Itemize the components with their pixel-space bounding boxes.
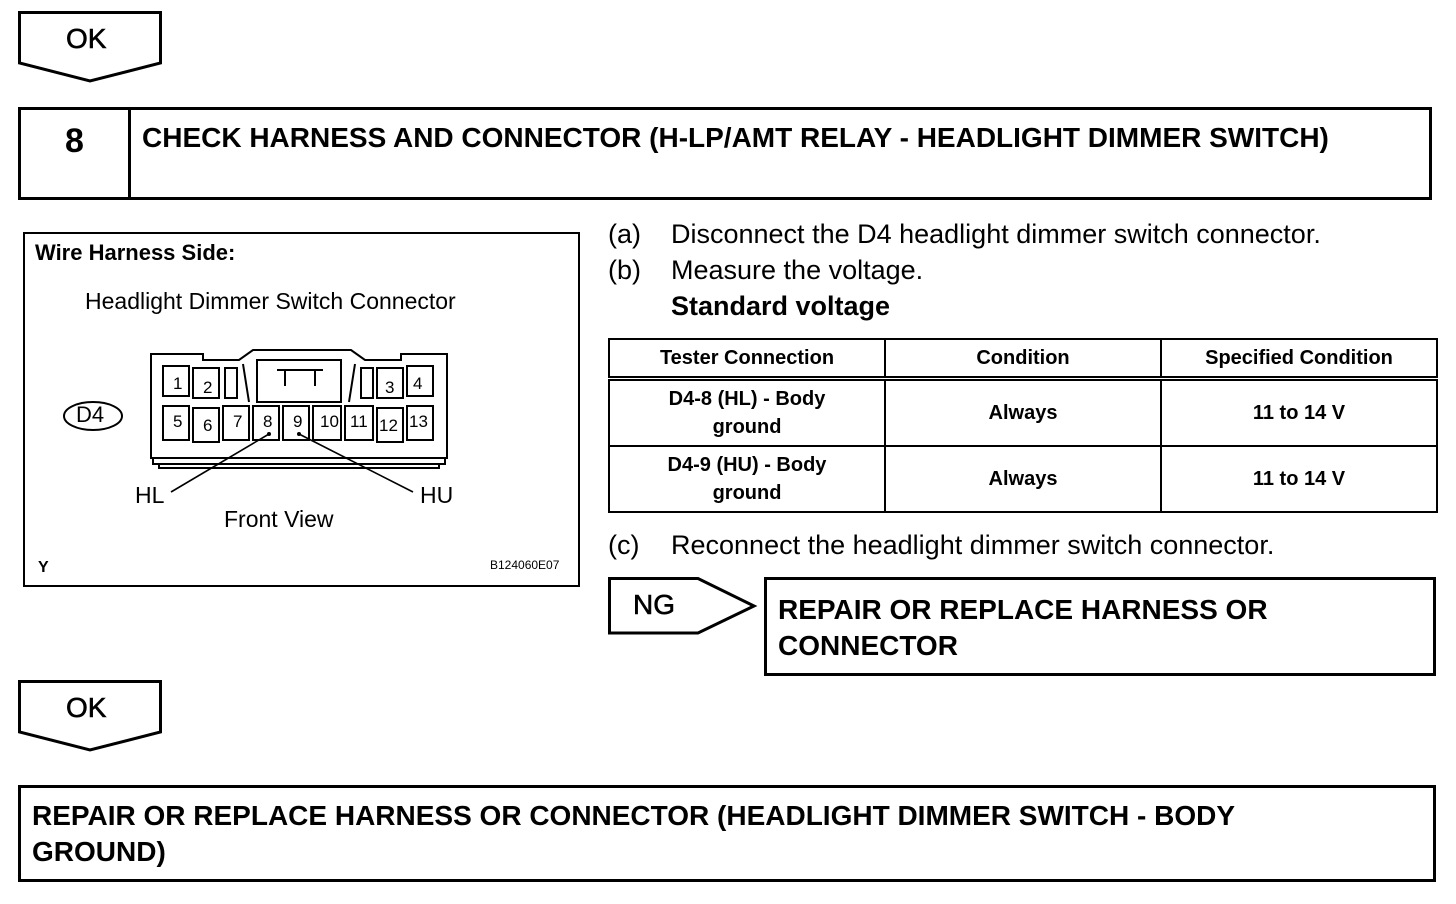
corner-mark: Y xyxy=(38,559,49,576)
condition-cell: Always xyxy=(885,446,1161,512)
wire-harness-side-label: Wire Harness Side: xyxy=(35,240,236,265)
ng-label: NG xyxy=(633,589,675,620)
pin-label: 10 xyxy=(320,412,339,431)
ok-label: OK xyxy=(66,692,107,723)
pin-label: 11 xyxy=(350,412,368,431)
connector-name-label: Headlight Dimmer Switch Connector xyxy=(85,288,456,314)
pin-label: 5 xyxy=(173,412,183,431)
col-header-specified-condition: Specified Condition xyxy=(1161,339,1437,379)
front-view-label: Front View xyxy=(224,506,334,532)
instruction-b xyxy=(608,255,1428,289)
step-title: CHECK HARNESS AND CONNECTOR (H-LP/AMT RELAY - HEADLIGHT DIMMER SWITCH) xyxy=(142,122,1329,153)
pin-leader-lines xyxy=(25,234,582,589)
instruction-label: (c) xyxy=(608,530,640,560)
connector-illustration xyxy=(23,232,580,587)
ng-arrow-shape xyxy=(608,577,758,635)
hu-lead-label: HU xyxy=(420,482,454,508)
specified-cell: 11 to 14 V xyxy=(1161,446,1437,512)
condition-cell: Always xyxy=(885,379,1161,447)
pin-label: 9 xyxy=(293,412,303,431)
connection-line: ground xyxy=(712,416,782,438)
spec-table xyxy=(608,338,1438,513)
instruction-c xyxy=(608,530,1428,564)
ng-repair-line: CONNECTOR xyxy=(778,630,958,661)
pin-label: 13 xyxy=(409,412,428,431)
pin-label: 2 xyxy=(203,378,213,397)
pin-label: 3 xyxy=(385,378,395,397)
step-header xyxy=(18,107,1432,200)
ok-tag-top xyxy=(18,11,162,83)
instruction-label: (a) xyxy=(608,219,641,249)
table-row xyxy=(609,446,1437,512)
pin-label: 8 xyxy=(263,412,273,431)
ok-label: OK xyxy=(66,23,107,54)
connection-line: ground xyxy=(712,482,782,504)
ok-tag-bottom xyxy=(18,680,162,752)
final-repair-box xyxy=(18,785,1436,882)
instruction-a xyxy=(608,219,1428,253)
connector-id-label: D4 xyxy=(76,402,105,427)
ng-repair-line: REPAIR OR REPLACE HARNESS OR xyxy=(778,594,1268,625)
instruction-label: (b) xyxy=(608,255,641,285)
table-row xyxy=(609,379,1437,447)
figure-code: B124060E07 xyxy=(490,558,560,572)
pin-label: 4 xyxy=(413,374,423,393)
tester-connection-cell xyxy=(609,446,885,512)
connection-line: D4-8 (HL) - Body xyxy=(668,388,826,410)
pin-label: 7 xyxy=(233,412,243,431)
specified-cell: 11 to 14 V xyxy=(1161,379,1437,447)
final-repair-line: GROUND) xyxy=(32,836,166,867)
hl-lead-label: HL xyxy=(135,482,165,508)
pin-label: 1 xyxy=(173,374,183,393)
instruction-text: Disconnect the D4 headlight dimmer switch connector. xyxy=(671,219,1321,249)
standard-voltage-heading: Standard voltage xyxy=(671,291,891,321)
final-repair-line: REPAIR OR REPLACE HARNESS OR CONNECTOR (HEADLIGHT DIMMER SWITCH - BODY xyxy=(32,800,1235,831)
col-header-condition: Condition xyxy=(885,339,1161,379)
pin-label: 12 xyxy=(379,416,398,435)
tester-connection-cell xyxy=(609,379,885,447)
ng-repair-box xyxy=(764,577,1436,676)
ng-tag xyxy=(608,577,758,635)
instruction-text: Reconnect the headlight dimmer switch connector. xyxy=(671,530,1275,560)
step-number: 8 xyxy=(21,110,131,197)
instruction-text: Measure the voltage. xyxy=(671,255,924,285)
col-header-tester-connection: Tester Connection xyxy=(609,339,885,379)
connection-line: D4-9 (HU) - Body xyxy=(667,454,827,476)
pin-label: 6 xyxy=(203,416,213,435)
